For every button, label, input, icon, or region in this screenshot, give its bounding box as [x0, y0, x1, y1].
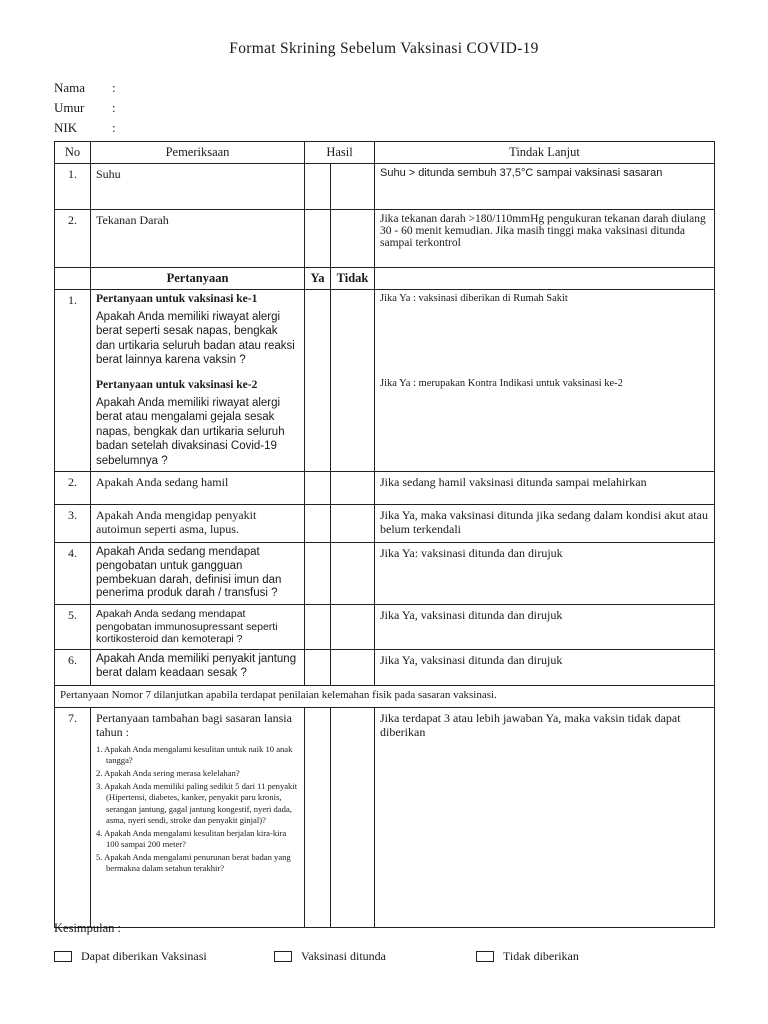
question-text: Apakah Anda memiliki penyakit jantung berat dalam keadaan sesak ? — [91, 649, 305, 685]
question-row-3 — [55, 504, 715, 542]
question-header-row — [55, 268, 715, 290]
question-text: Apakah Anda sedang mendapat pengobatan untuk gangguan pembekuan darah, definisi imun dan penerima produk darah / transfusi ? — [91, 542, 305, 604]
answer-ya-cell[interactable] — [305, 290, 331, 472]
question-row-5 — [55, 605, 715, 650]
hasil-cell-b[interactable] — [331, 164, 375, 210]
q7-sub-list — [96, 744, 299, 875]
question-no: 6. — [55, 649, 91, 685]
question-text — [91, 290, 305, 472]
answer-ya-cell[interactable] — [305, 471, 331, 504]
question-text — [91, 707, 305, 927]
list-item: 1. Apakah Anda mengalami kesulitan untuk naik 10 anak tangga? — [96, 743, 293, 765]
question-part1-text: Apakah Anda memiliki riwayat alergi berat seperti sesak napas, bengkak dan urtikaria seluruh badan atau reaksi berat lainnya karena vaksin ? — [96, 310, 295, 366]
checkbox[interactable] — [476, 951, 494, 962]
nama-sep: : — [112, 80, 116, 95]
answer-ya-cell[interactable] — [305, 649, 331, 685]
exam-no: 1. — [55, 164, 91, 210]
nama-field[interactable] — [54, 80, 116, 96]
question-row-7 — [55, 707, 715, 927]
question-followup: Jika Ya, maka vaksinasi ditunda jika sedang dalam kondisi akut atau belum terkendali — [375, 504, 715, 542]
hasil-cell-a[interactable] — [305, 210, 331, 268]
question-header-followup — [375, 268, 715, 290]
question-no: 3. — [55, 504, 91, 542]
answer-ya-cell[interactable] — [305, 707, 331, 927]
question-no: 4. — [55, 542, 91, 604]
question-followup: Jika Ya: vaksinasi ditunda dan dirujuk — [375, 542, 715, 604]
question-followup: Jika sedang hamil vaksinasi ditunda sampai melahirkan — [375, 471, 715, 504]
question-no: 1. — [55, 290, 91, 472]
question-text: Apakah Anda sedang mendapat pengobatan immunosupressant seperti kortikosteroid dan kemoterapi ? — [91, 605, 305, 650]
answer-tidak-cell[interactable] — [331, 542, 375, 604]
question-no: 5. — [55, 605, 91, 650]
header-hasil: Hasil — [305, 142, 375, 164]
option-label: Vaksinasi ditunda — [301, 949, 386, 963]
question-no: 2. — [55, 471, 91, 504]
list-item: 3. Apakah Anda memiliki paling sedikit 5 dari 11 penyakit (Hipertensi, diabetes, kanker, penyakit paru kronis, serangan jantung, gagal jantung kongestif, nyeri dada, asma, nyeri sendi, stroke dan penyakit ginjal)? — [96, 781, 298, 825]
page-title: Format Skrining Sebelum Vaksinasi COVID-19 — [229, 40, 539, 57]
question-part2-title: Pertanyaan untuk vaksinasi ke-2 — [96, 379, 258, 392]
list-item: 4. Apakah Anda mengalami kesulitan berjalan kira-kira 100 sampai 200 meter? — [96, 827, 287, 850]
question-followup — [375, 290, 715, 472]
nik-field[interactable] — [54, 120, 116, 136]
question-7-intro: Pertanyaan tambahan bagi sasaran lansia tahun : — [96, 710, 292, 740]
answer-ya-cell[interactable] — [305, 605, 331, 650]
nik-label: NIK — [54, 120, 78, 135]
question-row-2 — [55, 471, 715, 504]
question-row-1 — [55, 290, 715, 472]
header-tidak: Tidak — [331, 268, 375, 290]
question-followup: Jika Ya, vaksinasi ditunda dan dirujuk — [375, 605, 715, 650]
table-header-row — [55, 142, 715, 164]
hasil-cell-b[interactable] — [331, 210, 375, 268]
answer-tidak-cell[interactable] — [331, 504, 375, 542]
question-followup: Jika Ya, vaksinasi ditunda dan dirujuk — [375, 649, 715, 685]
exam-name: Suhu — [91, 164, 305, 210]
exam-followup: Suhu > ditunda sembuh 37,5°C sampai vaksinasi sasaran — [375, 164, 715, 210]
answer-tidak-cell[interactable] — [331, 649, 375, 685]
exam-no: 2. — [55, 210, 91, 268]
header-tindak-lanjut: Tindak Lanjut — [375, 142, 715, 164]
exam-name: Tekanan Darah — [91, 210, 305, 268]
nik-sep: : — [112, 120, 116, 135]
question-followup: Jika terdapat 3 atau lebih jawaban Ya, maka vaksin tidak dapat diberikan — [375, 707, 715, 927]
question-part2-followup: Jika Ya : merupakan Kontra Indikasi untuk vaksinasi ke-2 — [380, 377, 623, 389]
question-row-4 — [55, 542, 715, 604]
question-header-empty — [55, 268, 91, 290]
list-item: 2. Apakah Anda sering merasa kelelahan? — [96, 768, 240, 779]
answer-ya-cell[interactable] — [305, 504, 331, 542]
note-text: Pertanyaan Nomor 7 dilanjutkan apabila terdapat penilaian kelemahan fisik pada sasaran vaksinasi. — [55, 685, 715, 707]
nama-label: Nama — [54, 80, 86, 95]
answer-tidak-cell[interactable] — [331, 471, 375, 504]
question-row-6 — [55, 649, 715, 685]
screening-table — [54, 141, 715, 928]
question-no: 7. — [55, 707, 91, 927]
umur-sep: : — [112, 100, 116, 115]
question-part1-followup: Jika Ya : vaksinasi diberikan di Rumah Sakit — [380, 293, 568, 304]
conclusion-label: Kesimpulan : — [54, 921, 122, 935]
header-pertanyaan: Pertanyaan — [91, 268, 305, 290]
question-part2-text: Apakah Anda memiliki riwayat alergi berat atau mengalami gejala sesak napas, bengkak dan urtikaria seluruh badan setelah divaksinasi Covid-19 sebelumnya ? — [96, 397, 285, 467]
umur-label: Umur — [54, 100, 85, 115]
exam-row-tekanan-darah — [55, 210, 715, 268]
header-pemeriksaan: Pemeriksaan — [91, 142, 305, 164]
exam-followup: Jika tekanan darah >180/110mmHg pengukuran tekanan darah diulang 30 - 60 menit kemudian. Jika masih tinggi maka vaksinasi ditunda sampai terkontrol — [375, 210, 715, 268]
option-ditunda[interactable] — [274, 949, 386, 964]
exam-row-suhu — [55, 164, 715, 210]
answer-ya-cell[interactable] — [305, 542, 331, 604]
option-dapat-diberikan[interactable] — [54, 949, 207, 964]
answer-tidak-cell[interactable] — [331, 707, 375, 927]
question-text: Apakah Anda mengidap penyakit autoimun seperti asma, lupus. — [91, 504, 305, 542]
question-text: Apakah Anda sedang hamil — [91, 471, 305, 504]
option-label: Tidak diberikan — [503, 949, 579, 963]
umur-field[interactable] — [54, 100, 116, 116]
header-no: No — [55, 142, 91, 164]
hasil-cell-a[interactable] — [305, 164, 331, 210]
option-label: Dapat diberikan Vaksinasi — [81, 949, 207, 963]
checkbox[interactable] — [54, 951, 72, 962]
checkbox[interactable] — [274, 951, 292, 962]
conclusion-options — [54, 949, 714, 967]
list-item: 5. Apakah Anda mengalami penurunan berat badan yang bermakna dalam setahun terakhir? — [96, 852, 291, 874]
answer-tidak-cell[interactable] — [331, 290, 375, 472]
note-row — [55, 685, 715, 707]
header-ya: Ya — [305, 268, 331, 290]
answer-tidak-cell[interactable] — [331, 605, 375, 650]
question-part1-title: Pertanyaan untuk vaksinasi ke-1 — [96, 293, 258, 305]
option-tidak-diberikan[interactable] — [476, 949, 579, 964]
